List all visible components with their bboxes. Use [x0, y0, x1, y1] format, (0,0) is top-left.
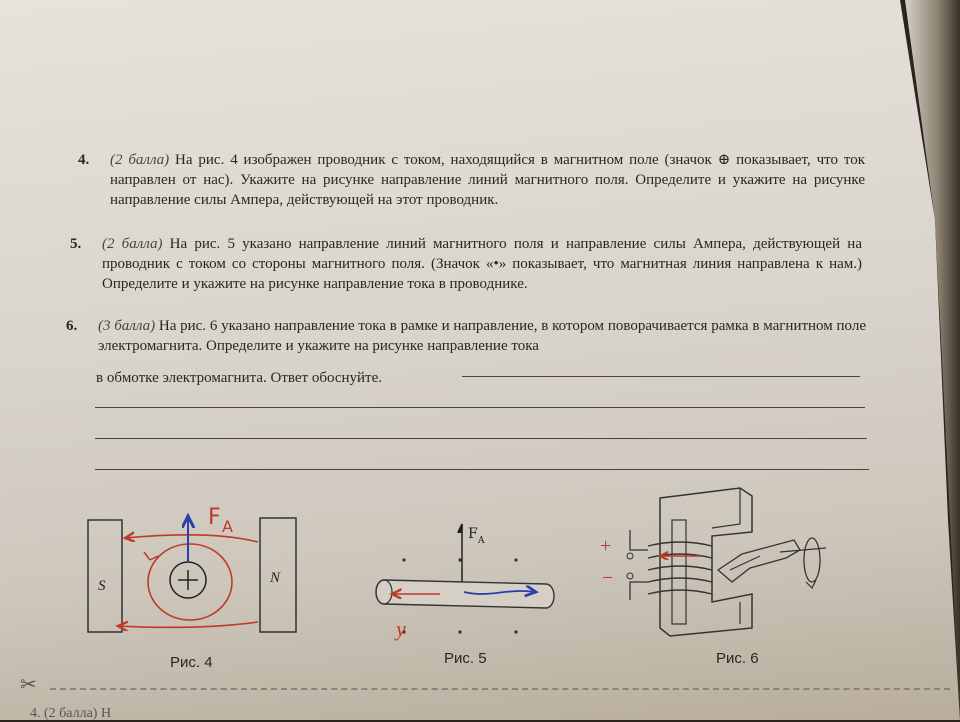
task-body: На рис. 6 указано направление тока в рамке и направление, в котором поворачивается рамка в магнитном поле электромагнита. Определите и укажите на рисунке направление тока: [98, 318, 867, 354]
handwritten-mark: y: [396, 616, 406, 641]
minus-label: −: [602, 567, 614, 589]
task-number: 5.: [70, 236, 82, 252]
field-circle: [148, 544, 232, 620]
rotation-arrow-icon: [804, 538, 820, 582]
task-body: На рис. 5 указано направление линий магнитного поля и направление силы Ампера, действующей на проводник с током со стороны магнитного поля. (Значок «•» показывает, что магнитная линия направлена к нам.) Определите и укажите на рисунке направление тока в проводнике.: [102, 236, 862, 292]
magnet-pole-s: [88, 520, 122, 632]
pole-n-label: N: [270, 570, 281, 586]
figure-5-caption: Рис. 5: [444, 650, 487, 667]
force-label: F: [208, 505, 221, 530]
field-line-top: [125, 535, 258, 542]
figure-4-caption: Рис. 4: [170, 654, 213, 671]
pole-s-label: S: [98, 578, 106, 594]
task-number: 4.: [78, 152, 90, 168]
figure-5: [376, 524, 554, 641]
task-text-answer-prompt: в обмотке электромагнита. Ответ обоснуйте.: [96, 370, 383, 386]
task-number: 6.: [66, 318, 78, 334]
force-sub: A: [478, 536, 485, 546]
figure-6: [600, 488, 826, 636]
next-task-fragment: 4. (2 балла) Н: [30, 706, 112, 721]
task-body: На рис. 4 изображен проводник с током, находящийся в магнитном поле (значок ⊕ показывает, что ток направлен от нас). Укажите на рисунке направление линий магнитного поля. Определите и укажите на рисунке направление силы Ампера, действующей на этот проводник.: [110, 152, 866, 208]
electromagnet-core: [660, 488, 752, 636]
task-points: (2 балла): [102, 236, 163, 252]
scissors-icon: ✂: [20, 674, 37, 696]
cut-line: [50, 688, 950, 690]
task-points: (3 балла): [98, 318, 156, 334]
plus-label: +: [600, 535, 612, 557]
figure-6-caption: Рис. 6: [716, 650, 759, 667]
force-label: F: [468, 526, 478, 542]
task-points: (2 балла): [110, 152, 170, 168]
force-sub: A: [222, 517, 233, 536]
figure-4: [88, 505, 296, 632]
field-line-bottom: [118, 622, 258, 627]
frame-rotor: [718, 540, 800, 582]
coil-winding: [648, 542, 712, 594]
